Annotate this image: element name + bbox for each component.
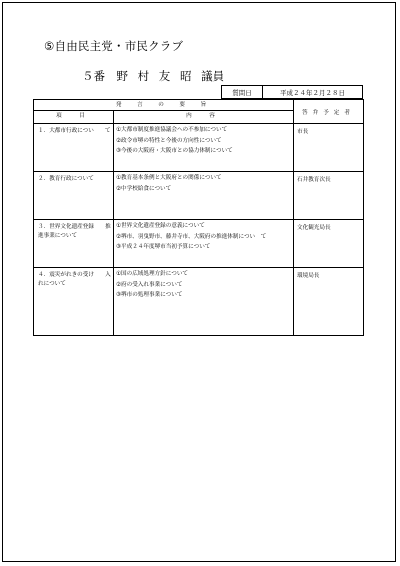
table-row bbox=[34, 172, 364, 220]
content-line: ②中学校給食について bbox=[116, 185, 172, 192]
date-value: 平成２４年２月２８日 bbox=[280, 88, 345, 97]
table-row bbox=[34, 220, 364, 268]
content-line: ②政令市堺の特性と今後の方向性について bbox=[116, 137, 222, 144]
row-item: ２．教育行政について bbox=[34, 172, 114, 220]
row-content bbox=[114, 172, 294, 220]
date-box bbox=[221, 85, 363, 99]
table-row bbox=[34, 268, 364, 336]
member-name: ５番 野 村 友 昭 議員 bbox=[82, 69, 225, 83]
table-row bbox=[34, 124, 364, 172]
row-content bbox=[114, 220, 294, 268]
content-line: ②堺市、羽曳野市、藤井寺市、大阪府の推進体制につい て bbox=[116, 233, 267, 240]
row-respondent: 環境局長 bbox=[294, 268, 364, 336]
group-header: 発 言 の 要 旨 bbox=[34, 100, 294, 111]
row-respondent: 石井教育次長 bbox=[294, 172, 364, 220]
row-content bbox=[114, 124, 294, 172]
content-line: ①大都市制度推進協議会への不参加について bbox=[116, 127, 228, 133]
content-line: ①教育基本条例と大阪府との関係について bbox=[116, 175, 222, 181]
row-content bbox=[114, 268, 294, 336]
row-item: ４．震災がれきの受け 入れについて bbox=[34, 268, 114, 336]
content-line: ③今後の大阪府・大阪市との協力体制について bbox=[116, 148, 233, 154]
speech-summary-table bbox=[33, 99, 364, 336]
content-line: ①世界文化遺産登録の意義について bbox=[116, 223, 205, 229]
content-header: 内 容 bbox=[114, 111, 294, 124]
content-line: ②府の受入れ事業について bbox=[116, 281, 183, 288]
respondent-header: 答弁予定者 bbox=[294, 100, 364, 124]
content-line: ③平成２４年度堺市当初予算について bbox=[116, 244, 211, 250]
row-item: １．大都市行政につい て bbox=[34, 124, 114, 172]
row-respondent: 文化観光局長 bbox=[294, 220, 364, 268]
party-name: ⑤自由民主党・市民クラブ bbox=[44, 39, 184, 53]
item-header: 項 目 bbox=[34, 111, 114, 124]
content-line: ①国の広域処理方針について bbox=[116, 271, 189, 277]
row-item: ３．世界文化遺産登録 推進事業について bbox=[34, 220, 114, 268]
row-respondent: 市長 bbox=[294, 124, 364, 172]
content-line: ③堺市の処理事業について bbox=[116, 292, 183, 298]
date-label: 質問日 bbox=[222, 86, 263, 98]
